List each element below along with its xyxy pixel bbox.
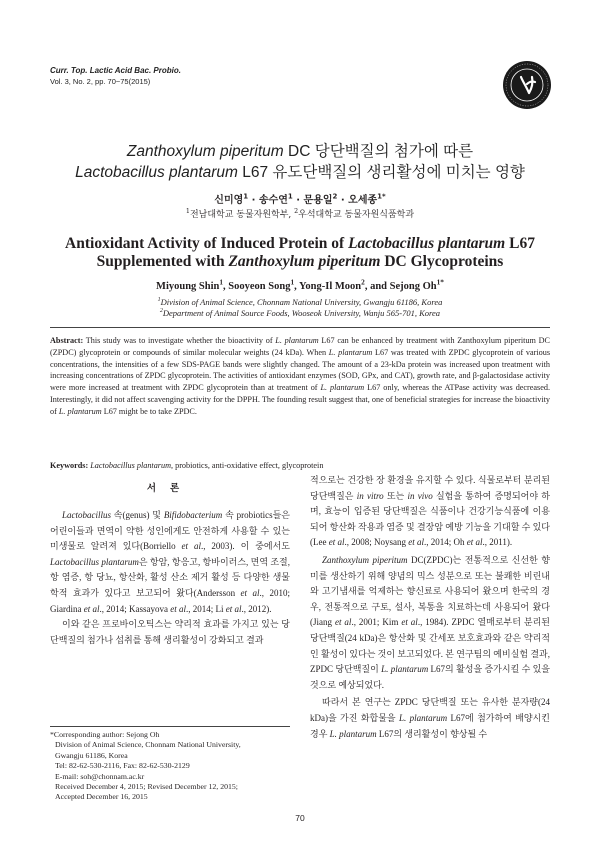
english-affiliation-2: $^2$Department of Animal Source Foods, Wooseok University, Wanju 565-701, Korea (159, 308, 441, 318)
paragraph: Lactobacillus 속(genus) 및 Bifidobacterium 속 probiotics들은 어린이들과 면역이 약한 성인에게도 안전하게 사용할 수 있는 미생물로 알려져 있다(Borriello et al., 2003). 이 중에서도 Lactobacillus plantarum은 항암, 항응고, 항바이러스, 면역 조절, 항 염증, 항 당뇨, 항산화, 활성 산소 제거 활성 등 다양한 생물학적 효과가 있다고 보고되어 왔다(Andersson et al., 2010; Giardina et al., 2014; Kassayova et al., 2014; Li et al., 2012). (50, 510, 291, 614)
korean-affiliations: $^1$전남대학교 동물자원학부, $^2$우석대학교 동물자원식품학과 (185, 208, 415, 220)
abstract: Abstract: This study was to investigate whether the bioactivity of L. plantarum L67 can be enhanced by treatment with Zanthoxylum piperitum DC (ZPDC) glycoprotein or compounds of similar molecular weights (24 kDa). When L. plantarum L67 was treated with ZPDC glycoprotein of various concentrations, the intensities of a few SDS-PAGE bands were slightly changed. The amount of a 23-kDa protein was increased upon treatment with increasing concentrations of ZPDC glycoprotein. The activities of antioxidant enzymes (SOD, GPx, and CAT), growth rate, and β-galactosidase activity were more increased at treatment with ZPDC glycoprotein than at treatment of L. plantarum L67 only, whereas the ATPase activity was decreased. Interestingly, it did not affect scavenging activity for the DPPH. The founding result suggest that, one of beneficial strategies for increase the bioactivity of L. plantarum L67 might be to take ZPDC. (50, 336, 551, 416)
volume-info: Vol. 3, No. 2, pp. 70~75(2015) (50, 77, 151, 86)
society-seal-icon (502, 60, 552, 110)
paragraph: 이와 같은 프로바이오틱스는 약리적 효과를 가지고 있는 당단백질의 첨가나 섭취를 통해 생리활성이 강화되고 결과 (50, 619, 290, 645)
english-title-line-1: Antioxidant Activity of Induced Protein of Lactobacillus plantarum L67 (65, 235, 535, 252)
section-heading: 서론 (146, 483, 194, 494)
korean-title-line-1: Zanthoxylum piperitum DC 당단백질의 첨가에 따른 (126, 143, 474, 160)
corresponding-author-footnote: *Corresponding author: Sejong Oh Division of Animal Science, Chonnam National University, Gwangju 61186, Korea Tel: 82-62-530-2116, Fax: 82-62-530-2129 E-mail: soh@chonnam.ac.kr Received December 4, 2015; Revised December 12, 2015; Accepted December 16, 2015 (50, 730, 290, 803)
korean-author: 문용일 (303, 195, 333, 206)
keywords: Keywords: Lactobacillus plantarum, probiotics, anti-oxidative effect, glycoprotein (50, 461, 324, 470)
paragraph: Zanthoxylum piperitum DC(ZPDC)는 전통적으로 신선한 향미를 생산하기 위해 양념의 믹스 성분으로 또는 불쾌한 비린내와 고기냄새를 억제하는 향신료로 사용되어 왔으며 한국의 경우, 전통적으로 구토, 설사, 복통을 치료하는데 사용되어 왔다(Jiang et al., 2001; Kim et al., 1984). ZPDC 열매로부터 분리된 당단백질(24 kDa)은 항산화 및 간세포 보호효과와 같은 약리적인 활성이 있다는 것이 보고되었다. 본 연구팀의 예비실험 결과, ZPDC 당단백질이 L. plantarum L67의 활성을 증가시킬 수 있을 것으로 예상되었다. (310, 554, 550, 690)
abstract-top-rule (50, 327, 550, 328)
korean-authors: 신미영$^1$ · 송수연$^1$ · 문용일$^2$ · 오세종$^{1*}$ (214, 192, 386, 206)
english-title-line-2: Supplemented with Zanthoxylum piperitum DC Glycoproteins (96, 253, 504, 270)
page-number: 70 (295, 813, 305, 823)
journal-name: Curr. Top. Lactic Acid Bac. Probio. (50, 66, 181, 75)
paragraph: 적으로는 건강한 장 환경을 유지할 수 있다. 식물로부터 분리된 당단백질은 in vitro 또는 in vivo 실험을 통하여 증명되어야 하며, 효능이 입증된 당단백질은 식품이나 건강기능식품에 이용되어 항산화 작용과 염증 및 결장암 예방 기능을 기대할 수 있다(Lee et al., 2008; Noysang et al., 2014; Oh et al., 2011). (310, 475, 550, 548)
footnote-rule (50, 726, 290, 727)
right-column (310, 473, 550, 742)
korean-author: 오세종 (348, 195, 378, 206)
korean-author: 송수연 (258, 195, 288, 206)
left-column (50, 508, 290, 648)
korean-author: 신미영 (214, 195, 244, 206)
email-link: E-mail: soh@chonnam.ac.kr (55, 771, 145, 781)
korean-title-line-2: Lactobacillus plantarum L67 유도단백질의 생리활성에 미치는 영향 (75, 164, 525, 181)
english-affiliation-1: $^1$Division of Animal Science, Chonnam National University, Gwangju 61186, Korea (157, 297, 443, 307)
paragraph: 따라서 본 연구는 ZPDC 당단백질 또는 유사한 분자량(24 kDa)을 가진 화합물을 L. plantarum L67에 첨가하여 배양시킨 경우 L. plantarum L67의 생리활성이 향상될 수 (310, 697, 550, 739)
english-authors: Miyoung Shin$^1$, Sooyeon Song$^1$, Yong-Il Moon$^2$, and Sejong $Oh^{1*}$ (156, 277, 444, 292)
